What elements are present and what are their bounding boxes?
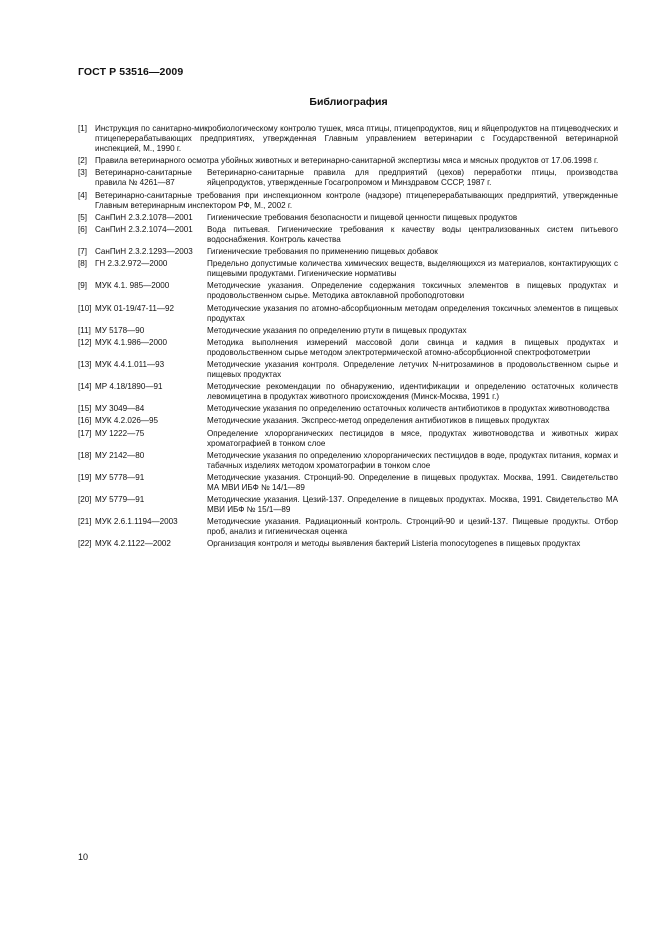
entry-text: Гигиенические требования безопасности и пищевой ценности пищевых продуктов <box>207 212 518 222</box>
entry-code: МУК 4.2.1122—2002 <box>95 539 171 549</box>
bibliography-entry <box>78 191 618 211</box>
entry-number: [2] <box>78 156 87 166</box>
entry-text: Гигиенические требования по применению пищевых добавок <box>207 247 438 257</box>
entry-number: [6] <box>78 224 87 234</box>
entry-text: Методические указания. Радиационный контроль. Стронций-90 и цезий-137. Пищевые продукты. Отбор проб, анализ и гигиеническая оценка <box>207 517 618 537</box>
entry-number: [7] <box>78 247 87 257</box>
entry-code: МУ 5779—91 <box>95 495 145 505</box>
entry-number: [18] <box>78 450 92 460</box>
entry-number: [5] <box>78 212 87 222</box>
bibliography-entry <box>78 539 618 549</box>
page-number: 10 <box>78 852 89 862</box>
entry-number: [10] <box>78 303 92 313</box>
entry-code: МУ 2142—80 <box>95 450 145 460</box>
entry-number: [4] <box>78 190 87 200</box>
bibliography-entry <box>78 451 618 471</box>
entry-text: Организация контроля и методы выявления бактерий Listeria monocytogenes в пищевых продуктах <box>207 539 581 549</box>
entry-text: Методические указания. Стронций-90. Определение в пищевых продуктах. Москва, 1991. Свидетельство МА МВИ ИБФ № 14/1—89 <box>207 472 618 492</box>
entry-number: [14] <box>78 382 92 392</box>
entry-text: Методические рекомендации по обнаружению, идентификации и определению остаточных количеств левомицетина в продуктах животного происхождения (Минск-Москва, 1991 г.) <box>207 382 618 402</box>
entry-text: Методические указания по определению ртути в пищевых продуктах <box>207 325 467 335</box>
entry-code: СанПиН 2.3.2.1293—2003 <box>95 247 193 257</box>
entry-code: МР 4.18/1890—91 <box>95 382 163 392</box>
section-title: Библиография <box>309 96 388 108</box>
entry-number: [15] <box>78 404 92 414</box>
bibliography-entry <box>78 156 618 166</box>
entry-code: МУК 4.4.1.011—93 <box>95 359 165 369</box>
bibliography-entry <box>78 360 618 380</box>
bibliography-entry <box>78 517 618 537</box>
bibliography-entry <box>78 382 618 402</box>
entry-text: Методические указания по атомно-абсорбционным методам определения токсичных элементов в пищевых продуктах <box>207 303 618 323</box>
bibliography-entry <box>78 326 618 336</box>
entry-number: [1] <box>78 124 87 133</box>
entry-code: МУК 4.2.026—95 <box>95 416 158 426</box>
entry-code: СанПиН 2.3.2.1078—2001 <box>95 212 193 222</box>
entry-text: Вода питьевая. Гигиенические требования к качеству воды централизованных систем питьевого водоснабжения. Контроль качества <box>207 224 618 244</box>
entry-number: [22] <box>78 539 92 549</box>
bibliography-entry <box>78 416 618 426</box>
entry-text: Предельно допустимые количества химических веществ, выделяющихся из материалов, контактирующих с пищевыми продуктами. Гигиенические нормативы <box>207 259 618 279</box>
entry-code: МУК 2.6.1.1194—2003 <box>95 517 178 527</box>
entry-code: МУК 4.1.986—2000 <box>95 337 167 347</box>
entry-number: [17] <box>78 428 92 438</box>
entry-text: Методические указания по определению хлорорганических пестицидов в воде, продуктах питания, кормах и табачных изделиях методом хроматографии в тонком слое <box>207 450 618 470</box>
entry-number: [21] <box>78 517 92 527</box>
entry-code: МУ 3049—84 <box>95 404 145 414</box>
bibliography-list <box>78 124 618 552</box>
entry-code: МУК 01-19/47-11—92 <box>95 303 174 313</box>
bibliography-entry <box>78 429 618 449</box>
entry-number: [13] <box>78 359 92 369</box>
entry-number: [9] <box>78 281 87 291</box>
entry-number: [16] <box>78 416 92 426</box>
entry-text: Методика выполнения измерений массовой доли свинца и кадмия в пищевых продуктах и продовольственном сырье методом электротермической атомно-абсорбционной спектрофотометрии <box>207 337 618 357</box>
bibliography-entry <box>78 281 618 301</box>
entry-text: Ветеринарно-санитарные требования при инспекционном контроле (надзоре) птицеперерабатывающих предприятий, утвержденные Главным ветеринарным инспектором РФ, М., 2002 г. <box>95 190 618 210</box>
bibliography-entry <box>78 225 618 245</box>
entry-text: Ветеринарно-санитарные правила для предприятий (цехов) переработки птицы, производства яйцепродуктов, утвержденные Госагропромом и Минздравом СССР, 1987 г. <box>207 168 618 188</box>
entry-number: [12] <box>78 337 92 347</box>
bibliography-entry <box>78 304 618 324</box>
entry-text: Методические указания. Определение содержания токсичных элементов в пищевых продуктах и продовольственном сырье. Методика автоклавной пробоподготовки <box>207 281 618 301</box>
entry-text: Определение хлорорганических пестицидов в мясе, продуктах животноводства и животных жирах хроматографией в тонком слое <box>207 428 618 448</box>
entry-code: СанПиН 2.3.2.1074—2001 <box>95 224 193 234</box>
entry-code: Ветеринарно-санитарные правила № 4261—87 <box>95 168 192 188</box>
bibliography-entry <box>78 473 618 493</box>
bibliography-entry <box>78 247 618 257</box>
entry-code: МУК 4.1. 985—2000 <box>95 281 170 291</box>
standard-header: ГОСТ Р 53516—2009 <box>78 66 184 78</box>
entry-code: МУ 5778—91 <box>95 472 145 482</box>
entry-number: [3] <box>78 168 87 178</box>
entry-number: [19] <box>78 472 92 482</box>
entry-code: МУ 5178—90 <box>95 325 145 335</box>
entry-text: Методические указания контроля. Определение летучих N-нитрозаминов в продовольственном сырье и пищевых продуктах <box>207 359 618 380</box>
entry-code: ГН 2.3.2.972—2000 <box>95 259 168 269</box>
bibliography-entry <box>78 213 618 223</box>
bibliography-entry <box>78 259 618 279</box>
entry-text: Методические указания. Экспресс-метод определения антибиотиков в пищевых продуктах <box>207 416 550 426</box>
entry-text: Методические указания по определению остаточных количеств антибиотиков в продуктах животноводства <box>207 404 610 414</box>
entry-number: [11] <box>78 325 91 335</box>
bibliography-entry <box>78 338 618 358</box>
entry-text: Инструкция по санитарно-микробиологическому контролю тушек, мяса птицы, птицепродуктов, яиц и яйцепродуктов на птицеводческих и птицеперерабатывающих предприятиях, утвержденная Главным управлением ветеринарии с Государственной ветеринарной инспекцией, М., 1990 г. <box>95 124 618 154</box>
bibliography-entry <box>78 404 618 414</box>
entry-code: МУ 1222—75 <box>95 428 145 438</box>
bibliography-entry <box>78 168 618 188</box>
bibliography-entry <box>78 495 618 515</box>
entry-text: Методические указания. Цезий-137. Определение в пищевых продуктах. Москва, 1991. Свидетельство МА МВИ ИБФ № 15/1—89 <box>207 495 618 515</box>
entry-number: [8] <box>78 259 87 269</box>
bibliography-entry <box>78 124 618 154</box>
entry-text: Правила ветеринарного осмотра убойных животных и ветеринарно-санитарной экспертизы мяса и мясных продуктов от 17.06.1998 г. <box>95 156 599 166</box>
entry-number: [20] <box>78 495 92 505</box>
